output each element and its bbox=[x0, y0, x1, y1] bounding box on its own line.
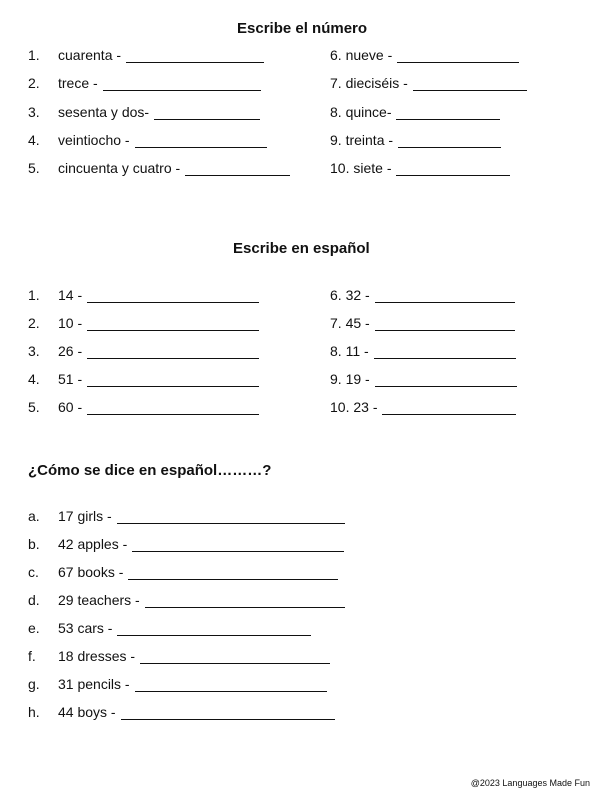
answer-line[interactable] bbox=[374, 344, 516, 359]
item-text: 14 - bbox=[58, 287, 83, 303]
s2-left-item-5 bbox=[28, 396, 259, 418]
s2-right-item-10 bbox=[330, 396, 516, 418]
item-number: 5. bbox=[28, 160, 40, 176]
item-text: 60 - bbox=[58, 399, 83, 415]
item-text: 29 teachers - bbox=[58, 592, 140, 608]
answer-line[interactable] bbox=[413, 76, 527, 91]
answer-line[interactable] bbox=[117, 621, 311, 636]
item-number: 3. bbox=[28, 343, 40, 359]
item-number: 1. bbox=[28, 47, 40, 63]
item-number: 3. bbox=[28, 104, 40, 120]
s2-left-item-3 bbox=[28, 340, 259, 362]
s1-right-item-6 bbox=[330, 44, 519, 66]
item-text: 17 girls - bbox=[58, 508, 112, 524]
item-text: 7. 45 - bbox=[330, 315, 370, 331]
s2-right-item-8 bbox=[330, 340, 516, 362]
item-text: 10 - bbox=[58, 315, 83, 331]
item-letter: a. bbox=[28, 508, 40, 524]
s3-item-h bbox=[28, 701, 335, 723]
item-number: 4. bbox=[28, 132, 40, 148]
answer-line[interactable] bbox=[117, 509, 345, 524]
section3-title: ¿Cómo se dice en español………? bbox=[28, 462, 272, 479]
item-letter: d. bbox=[28, 592, 40, 608]
item-letter: f. bbox=[28, 648, 36, 664]
answer-line[interactable] bbox=[154, 105, 260, 120]
copyright-footer: @2023 Languages Made Fun bbox=[470, 778, 590, 788]
item-text: 6. nueve - bbox=[330, 47, 393, 63]
s1-left-item-1 bbox=[28, 44, 264, 66]
answer-line[interactable] bbox=[185, 161, 290, 176]
item-letter: g. bbox=[28, 676, 40, 692]
answer-line[interactable] bbox=[396, 105, 500, 120]
item-number: 2. bbox=[28, 315, 40, 331]
item-letter: h. bbox=[28, 704, 40, 720]
item-text: 8. 11 - bbox=[330, 343, 369, 359]
answer-line[interactable] bbox=[375, 316, 515, 331]
item-text: sesenta y dos- bbox=[58, 104, 150, 120]
answer-line[interactable] bbox=[375, 288, 515, 303]
answer-line[interactable] bbox=[398, 133, 501, 148]
item-text: 6. 32 - bbox=[330, 287, 370, 303]
s2-left-item-4 bbox=[28, 368, 259, 390]
item-text: 7. dieciséis - bbox=[330, 75, 408, 91]
s2-right-item-6 bbox=[330, 284, 515, 306]
s1-right-item-7 bbox=[330, 72, 527, 94]
s2-right-item-9 bbox=[330, 368, 517, 390]
item-text: veintiocho - bbox=[58, 132, 130, 148]
s1-left-item-4 bbox=[28, 129, 267, 151]
answer-line[interactable] bbox=[140, 649, 330, 664]
s2-left-item-1 bbox=[28, 284, 259, 306]
s3-item-d bbox=[28, 589, 345, 611]
item-text: trece - bbox=[58, 75, 98, 91]
s1-left-item-2 bbox=[28, 72, 261, 94]
answer-line[interactable] bbox=[87, 400, 259, 415]
s2-right-item-7 bbox=[330, 312, 515, 334]
s3-item-c bbox=[28, 561, 338, 583]
item-number: 1. bbox=[28, 287, 40, 303]
s3-item-e bbox=[28, 617, 311, 639]
answer-line[interactable] bbox=[126, 48, 264, 63]
answer-line[interactable] bbox=[87, 288, 259, 303]
item-text: 9. 19 - bbox=[330, 371, 370, 387]
s1-left-item-5 bbox=[28, 157, 290, 179]
s1-right-item-10 bbox=[330, 157, 510, 179]
section2-title: Escribe en español bbox=[233, 240, 370, 257]
answer-line[interactable] bbox=[375, 372, 517, 387]
answer-line[interactable] bbox=[87, 344, 259, 359]
answer-line[interactable] bbox=[87, 372, 259, 387]
item-text: 26 - bbox=[58, 343, 83, 359]
item-letter: e. bbox=[28, 620, 40, 636]
answer-line[interactable] bbox=[396, 161, 510, 176]
item-number: 4. bbox=[28, 371, 40, 387]
answer-line[interactable] bbox=[382, 400, 516, 415]
item-text: 10. 23 - bbox=[330, 399, 378, 415]
answer-line[interactable] bbox=[145, 593, 345, 608]
s2-left-item-2 bbox=[28, 312, 259, 334]
item-letter: c. bbox=[28, 564, 39, 580]
item-text: 53 cars - bbox=[58, 620, 113, 636]
item-number: 5. bbox=[28, 399, 40, 415]
answer-line[interactable] bbox=[87, 316, 259, 331]
item-text: 67 books - bbox=[58, 564, 124, 580]
item-letter: b. bbox=[28, 536, 40, 552]
item-text: 9. treinta - bbox=[330, 132, 394, 148]
answer-line[interactable] bbox=[128, 565, 338, 580]
answer-line[interactable] bbox=[103, 76, 261, 91]
answer-line[interactable] bbox=[132, 537, 344, 552]
section1-title: Escribe el número bbox=[237, 20, 368, 37]
s3-item-f bbox=[28, 645, 330, 667]
item-text: 18 dresses - bbox=[58, 648, 136, 664]
s1-right-item-9 bbox=[330, 129, 501, 151]
s1-right-item-8 bbox=[330, 101, 500, 123]
answer-line[interactable] bbox=[135, 133, 267, 148]
item-text: 44 boys - bbox=[58, 704, 116, 720]
s3-item-g bbox=[28, 673, 327, 695]
answer-line[interactable] bbox=[397, 48, 519, 63]
item-text: 51 - bbox=[58, 371, 83, 387]
s3-item-b bbox=[28, 533, 344, 555]
item-text: cuarenta - bbox=[58, 47, 122, 63]
s3-item-a bbox=[28, 505, 345, 527]
item-number: 2. bbox=[28, 75, 40, 91]
item-text: 31 pencils - bbox=[58, 676, 130, 692]
answer-line[interactable] bbox=[121, 705, 335, 720]
item-text: 42 apples - bbox=[58, 536, 128, 552]
s1-left-item-3 bbox=[28, 101, 260, 123]
item-text: 8. quince- bbox=[330, 104, 392, 120]
item-text: cincuenta y cuatro - bbox=[58, 160, 181, 176]
item-text: 10. siete - bbox=[330, 160, 392, 176]
answer-line[interactable] bbox=[135, 677, 327, 692]
